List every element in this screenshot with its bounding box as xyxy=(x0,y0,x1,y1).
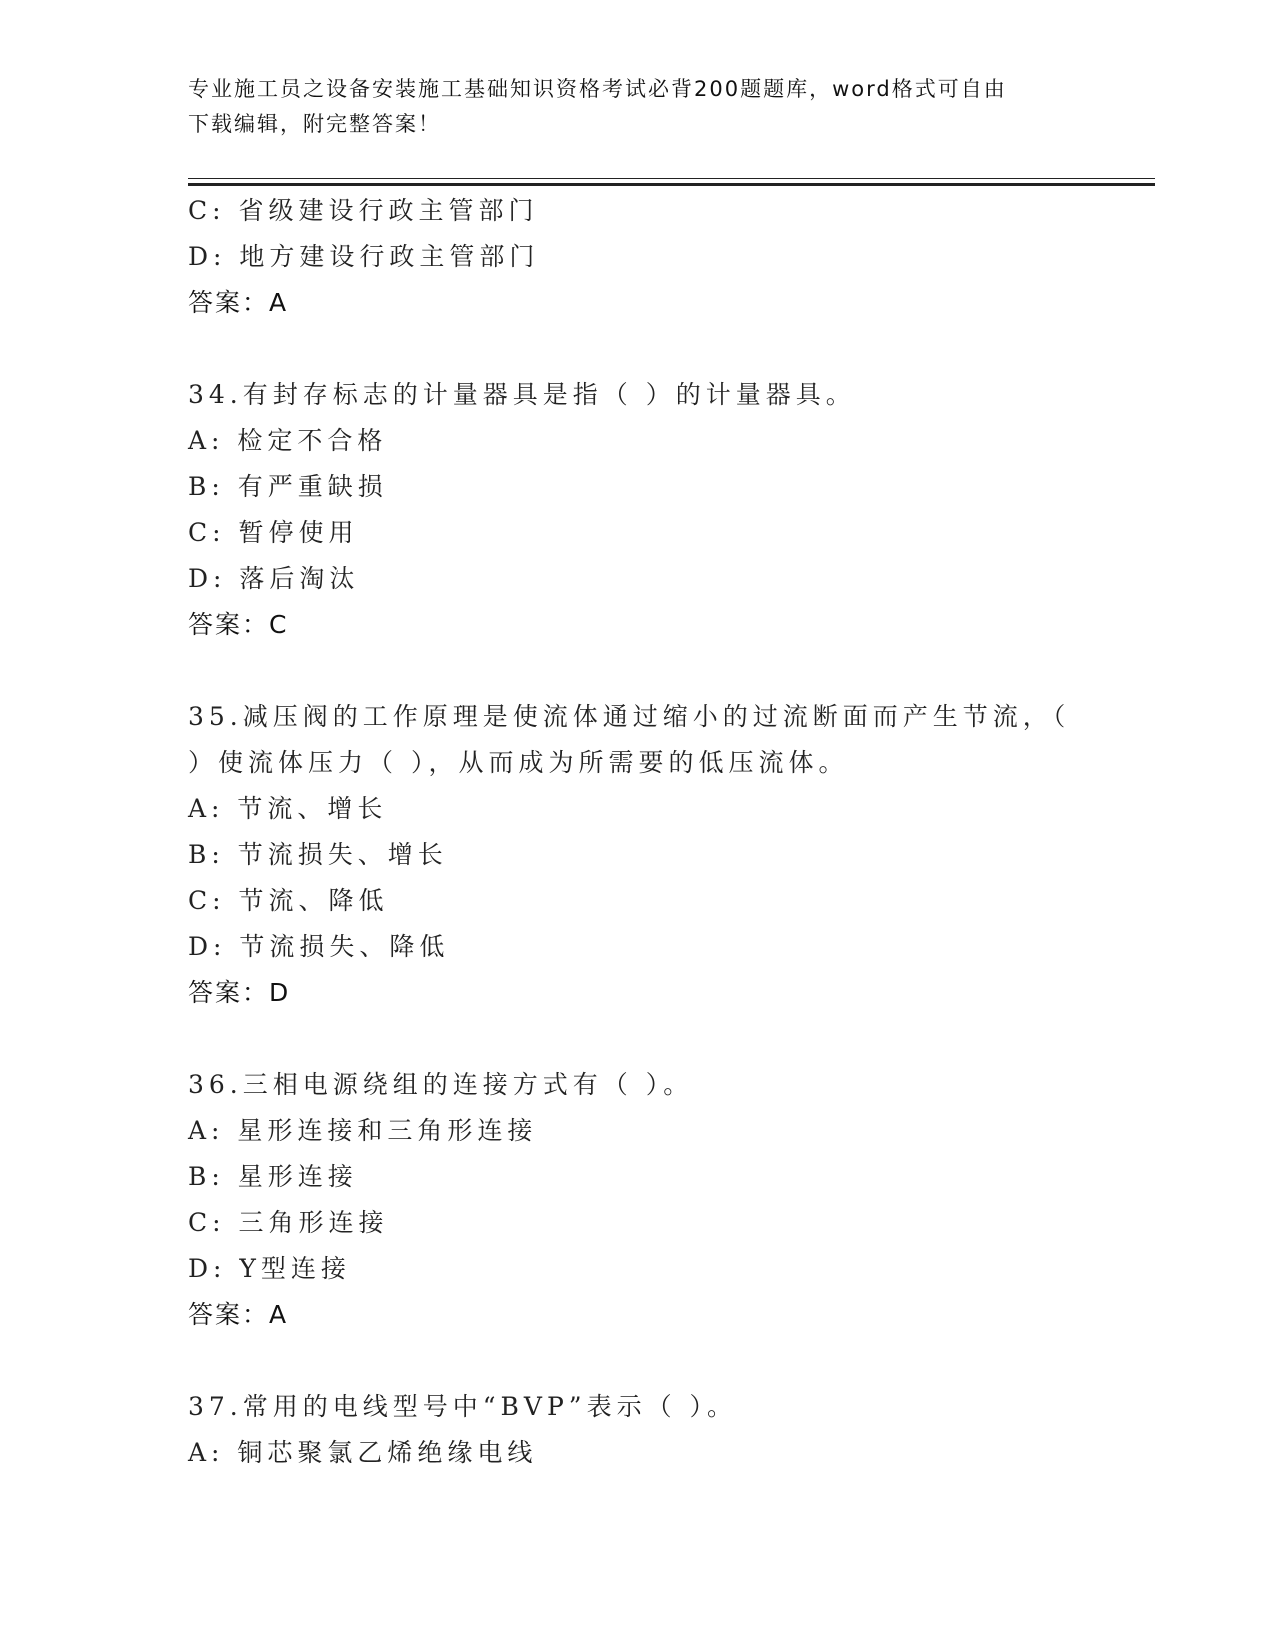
answer-line: 答案：D xyxy=(188,978,291,1007)
option-d: D: 节流损失、降低 xyxy=(188,932,450,961)
spacer xyxy=(188,648,1148,694)
option-a: A: 铜芯聚氯乙烯绝缘电线 xyxy=(188,1438,538,1467)
header-title-line-1: 专业施工员之设备安装施工基础知识资格考试必背200题题库，word格式可自由 xyxy=(188,77,1007,101)
option-d: D: 地方建设行政主管部门 xyxy=(188,242,540,271)
option-c: C: 省级建设行政主管部门 xyxy=(188,196,539,225)
question-36 xyxy=(188,1062,1148,1338)
option-a: A: 节流、增长 xyxy=(188,794,388,823)
document-header xyxy=(188,72,1088,142)
header-rule-thick xyxy=(188,183,1155,186)
question-34 xyxy=(188,372,1148,648)
option-a: A: 检定不合格 xyxy=(188,426,388,455)
option-c: C: 三角形连接 xyxy=(188,1208,389,1237)
answer-line: 答案：A xyxy=(188,1300,289,1329)
header-rule-thin xyxy=(188,178,1155,179)
question-stem-continued: ）使流体压力（ ），从而成为所需要的低压流体。 xyxy=(188,748,849,777)
spacer xyxy=(188,1338,1148,1384)
question-list xyxy=(188,188,1148,1476)
option-a: A: 星形连接和三角形连接 xyxy=(188,1116,538,1145)
spacer xyxy=(188,326,1148,372)
option-c: C: 节流、降低 xyxy=(188,886,389,915)
option-d: D: 落后淘汰 xyxy=(188,564,360,593)
question-33-continuation xyxy=(188,188,1148,326)
question-stem: 34.有封存标志的计量器具是指（ ）的计量器具。 xyxy=(188,380,856,409)
answer-line: 答案：A xyxy=(188,288,289,317)
question-stem: 36.三相电源绕组的连接方式有（ ）。 xyxy=(188,1070,694,1099)
option-b: B: 星形连接 xyxy=(188,1162,358,1191)
option-c: C: 暂停使用 xyxy=(188,518,359,547)
question-37 xyxy=(188,1384,1148,1476)
question-stem: 35.减压阀的工作原理是使流体通过缩小的过流断面而产生节流，（ xyxy=(188,702,1071,731)
question-stem: 37.常用的电线型号中“BVP”表示（ ）。 xyxy=(188,1392,738,1421)
option-d: D: Y型连接 xyxy=(188,1254,351,1283)
answer-line: 答案：C xyxy=(188,610,289,639)
option-b: B: 有严重缺损 xyxy=(188,472,388,501)
option-b: B: 节流损失、增长 xyxy=(188,840,448,869)
header-title-line-2: 下载编辑，附完整答案！ xyxy=(188,112,441,136)
question-35 xyxy=(188,694,1148,1016)
spacer xyxy=(188,1016,1148,1062)
